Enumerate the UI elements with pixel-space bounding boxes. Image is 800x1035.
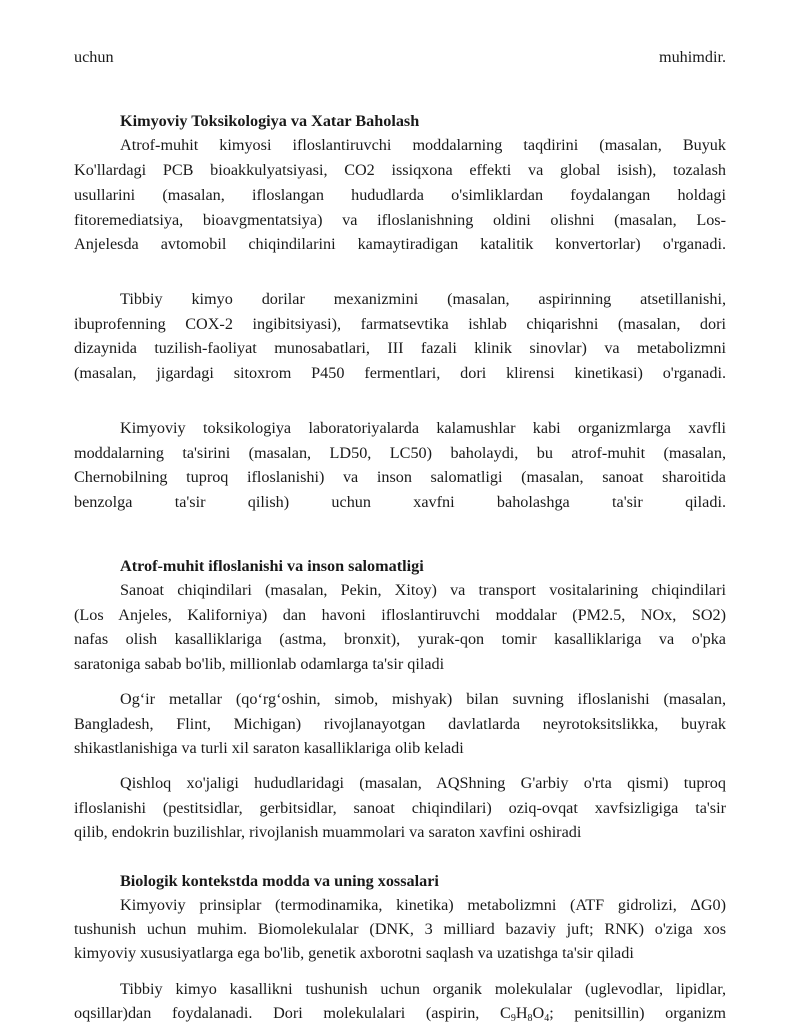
paragraph-line: shikastlanishiga va turli xil saraton kasalliklariga olib keladi	[74, 739, 464, 757]
paragraph-line: Og‘ir metallar (qo‘rg‘oshin, simob, mishyak) bilan suvning ifloslanishi (masalan,	[120, 690, 726, 708]
paragraph-line: Bangladesh, Flint, Michigan) rivojlanayotgan davlatlarda neyrotoksitslikka, buyrak	[74, 715, 726, 733]
paragraph-line: moddalarning ta'sirini (masalan, LD50, LC50) baholaydi, bu atrof-muhit (masalan,	[74, 444, 726, 462]
paragraph-line: Tibbiy kimyo dorilar mexanizmini (masalan, aspirinning atsetillanishi,	[120, 290, 726, 308]
paragraph-line: benzolga ta'sir qilish) uchun xavfni baholashga ta'sir qiladi.	[74, 493, 726, 511]
paragraph-line: (Los Anjeles, Kaliforniya) dan havoni ifloslantiruvchi moddalar (PM2.5, NOx, SO2)	[74, 606, 726, 624]
formula-element: O	[532, 1004, 545, 1022]
paragraph-line: (masalan, jigardagi sitoxrom P450 fermentlari, dori klirensi kinetikasi) o'rganadi.	[74, 364, 726, 382]
paragraph-line: usullarini (masalan, ifloslangan hududlarda o'simliklardan foydalangan holdagi	[74, 186, 726, 204]
paragraph-line: Tibbiy kimyo kasallikni tushunish uchun organik molekulalar (uglevodlar, lipidlar,	[120, 980, 726, 998]
paragraph-line: saratoniga sabab bo'lib, millionlab odamlarga ta'sir qiladi	[74, 655, 445, 673]
section-heading: Kimyoviy Toksikologiya va Xatar Baholash	[120, 112, 420, 130]
paragraph-line: tushunish uchun muhim. Biomolekulalar (DNK, 3 milliard bazaviy juft; RNK) o'ziga xos	[74, 920, 726, 938]
continuation-line	[74, 45, 726, 69]
continuation-left: uchun	[74, 48, 114, 66]
section-heading: Biologik kontekstda modda va uning xossalari	[120, 872, 439, 890]
paragraph-line: Chernobilning tuproq ifloslanishi) va inson salomatligi (masalan, sanoat sharoitida	[74, 468, 726, 486]
formula-tail: ; penitsillin) organizm	[549, 1004, 726, 1022]
paragraph-line: Anjelesda avtomobil chiqindilarini kamaytiradigan katalitik konvertorlar) o'rganadi.	[74, 235, 726, 253]
continuation-right: muhimdir.	[658, 48, 726, 66]
paragraph-line: Atrof-muhit kimyosi ifloslantiruvchi moddalarning taqdirini (masalan, Buyuk	[120, 136, 726, 154]
formula-subscript: 9	[510, 1013, 516, 1024]
formula-subscript: 4	[544, 1013, 550, 1024]
paragraph-line: ifloslanishi (pestitsidlar, gerbitsidlar, sanoat chiqindilari) oziq-ovqat xavfsizligiga ta'sir	[74, 799, 726, 817]
section-heading: Atrof-muhit ifloslanishi va inson salomatligi	[120, 557, 424, 575]
formula-lead: oqsillar)dan foydalanadi. Dori molekulalari (aspirin, C	[74, 1004, 511, 1022]
paragraph-line: dizaynida tuzilish-faoliyat munosabatlari, III fazali klinik sinovlar) va metabolizmni	[74, 339, 726, 357]
paragraph-line: kimyoviy xususiyatlarga ega bo'lib, genetik axborotni saqlash va uzatishga ta'sir qiladi	[74, 944, 634, 962]
paragraph-line: Kimyoviy toksikologiya laboratoriyalarda kalamushlar kabi organizmlarga xavfli	[120, 419, 726, 437]
paragraph-line: Ko'llardagi PCB bioakkulyatsiyasi, CO2 issiqxona effekti va global isish), tozalash	[74, 161, 726, 179]
paragraph-line: Sanoat chiqindilari (masalan, Pekin, Xitoy) va transport vositalarining chiqindilari	[120, 581, 726, 599]
formula-subscript: 8	[527, 1013, 533, 1024]
paragraph-line: Qishloq xo'jaligi hududlaridagi (masalan, AQShning G'arbiy o'rta qismi) tuproq	[120, 774, 726, 792]
paragraph-line: ibuprofenning COX-2 ingibitsiyasi), farmatsevtika ishlab chiqarishni (masalan, dori	[74, 315, 726, 333]
paragraph-line: qilib, endokrin buzilishlar, rivojlanish muammolari va saraton xavfini oshiradi	[74, 823, 582, 841]
paragraph-line-with-formula	[74, 1001, 726, 1025]
paragraph-line: Kimyoviy prinsiplar (termodinamika, kinetika) metabolizmni (ATF gidrolizi, ΔG0)	[120, 896, 726, 914]
paragraph-line: fitoremediatsiya, bioavgmentatsiya) va ifloslanishning oldini olishni (masalan, Los-	[74, 211, 726, 229]
formula-element: H	[515, 1004, 528, 1022]
paragraph-line: nafas olish kasalliklariga (astma, bronxit), yurak-qon tomir kasalliklariga va o'pka	[74, 630, 726, 648]
